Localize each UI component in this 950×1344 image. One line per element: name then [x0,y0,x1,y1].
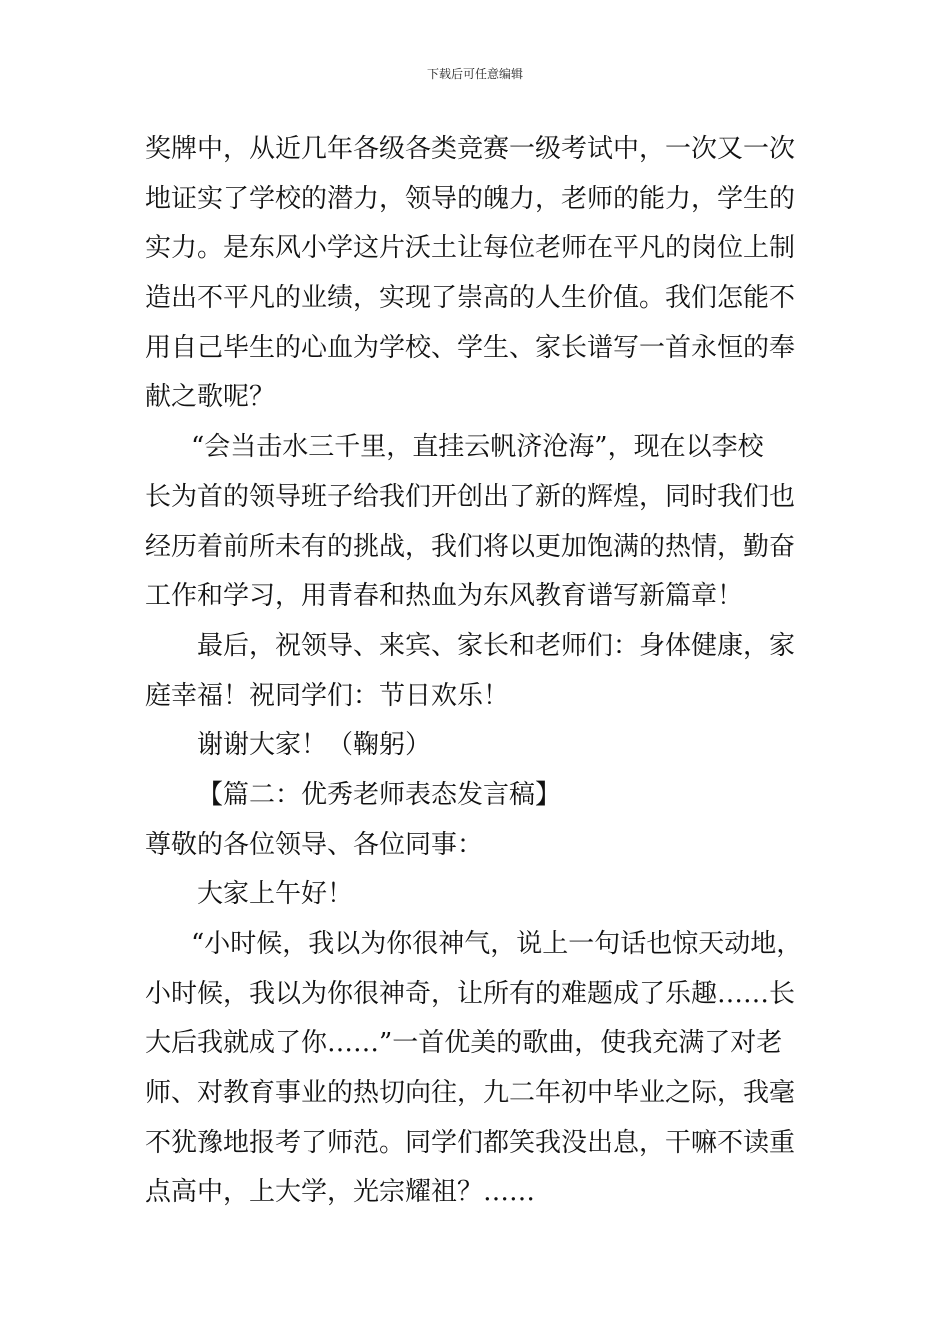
text-line: 师、对教育事业的热切向往，九二年初中毕业之际，我毫 [145,1078,796,1109]
text-line: 经历着前所未有的挑战，我们将以更加饱满的热情，勤奋 [145,531,796,562]
section-heading: 【篇二：优秀老师表态发言稿】 [197,779,562,810]
text-line: 用自己毕生的心血为学校、学生、家长谱写一首永恒的奉 [145,332,796,363]
page-header: 下载后可任意编辑 [426,67,523,81]
text-line: 大后我就成了你……”一首优美的歌曲，使我充满了对老 [145,1028,783,1059]
text-line: 小时候，我以为你很神奇，让所有的难题成了乐趣……长 [145,978,796,1009]
text-line: 地证实了学校的潜力，领导的魄力，老师的能力，学生的 [145,183,796,214]
text-line: 庭幸福！祝同学们：节日欢乐！ [145,680,510,711]
text-line: 实力。是东风小学这片沃土让每位老师在平凡的岗位上制 [145,233,796,264]
text-line: 最后，祝领导、来宾、家长和老师们：身体健康，家 [197,630,796,661]
document-body [145,125,810,1218]
text-line: 点高中，上大学，光宗耀祖？…… [145,1177,536,1208]
text-line: 谢谢大家！（鞠躬） [197,730,432,761]
text-line: 奖牌中，从近几年各级各类竞赛一级考试中，一次又一次 [145,134,796,164]
text-line: 不犹豫地报考了师范。同学们都笑我没出息，干嘛不读重 [145,1127,796,1158]
salutation: 尊敬的各位领导、各位同事： [145,829,484,860]
text-line: 造出不平凡的业绩，实现了崇高的人生价值。我们怎能不 [145,283,796,314]
greeting: 大家上午好！ [197,879,354,910]
text-line: 工作和学习，用青春和热血为东风教育谱写新篇章！ [145,581,744,612]
text-line: 长为首的领导班子给我们开创出了新的辉煌，同时我们也 [145,481,796,512]
text-line: “小时候，我以为你很神气，说上一句话也惊天动地， [191,929,803,959]
text-line: 献之歌呢？ [145,382,276,413]
text-line: “会当击水三千里，直挂云帆济沧海”，现在以李校 [191,432,764,463]
